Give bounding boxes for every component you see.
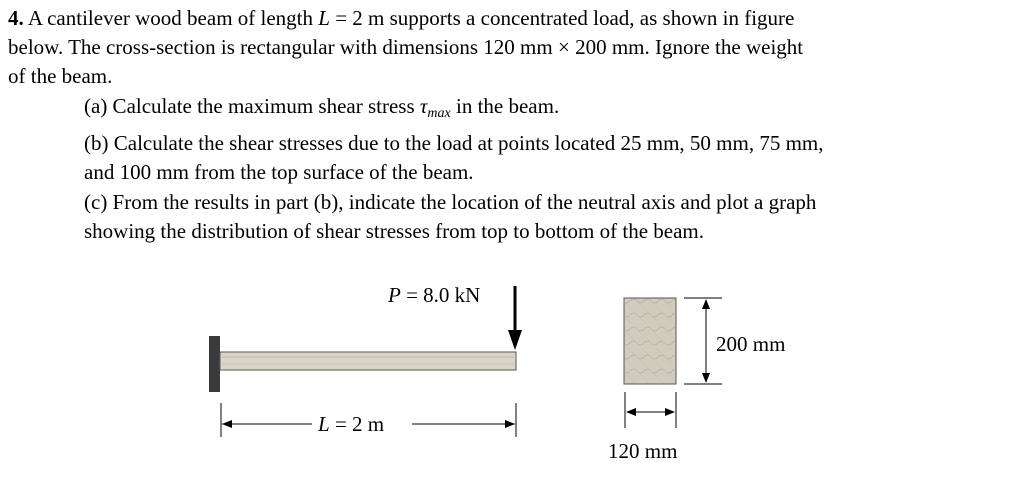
problem-intro-a: A cantilever wood beam of length: [27, 6, 314, 30]
problem-intro-b: = 2 m supports a concentrated load, as shown in figure: [335, 6, 795, 30]
cross-section: [624, 298, 676, 384]
width-dimension: [625, 392, 676, 428]
length-symbol-fig: L: [318, 412, 330, 436]
part-c-line-1: (c) From the results in part (b), indicate the location of the neutral axis and plot a graph: [84, 190, 817, 214]
load-label: [387, 283, 480, 307]
part-a-end: in the beam.: [450, 94, 560, 118]
part-b-line-2: and 100 mm from the top surface of the beam.: [84, 160, 474, 184]
width-label: 120 mm: [608, 439, 678, 463]
length-label: [317, 412, 384, 436]
load-symbol: P: [388, 283, 401, 307]
cantilever-beam: [209, 336, 516, 392]
part-b-line-1: (b) Calculate the shear stresses due to the load at points located 25 mm, 50 mm, 75 mm,: [84, 131, 824, 155]
part-a-text: (a) Calculate the maximum shear stress: [84, 94, 415, 118]
problem-line-2: below. The cross-section is rectangular with dimensions 120 mm × 200 mm. Ignore the weight: [8, 35, 804, 59]
problem-line-3: of the beam.: [8, 64, 113, 88]
tau-subscript: max: [427, 106, 451, 121]
fixed-wall: [209, 336, 220, 392]
part-c-line-2: showing the distribution of shear stresses from top to bottom of the beam.: [84, 219, 704, 243]
tau-symbol: τ: [419, 94, 428, 118]
beam-body: [220, 352, 516, 370]
height-label: 200 mm: [716, 332, 786, 356]
problem-number: 4.: [8, 6, 24, 30]
length-symbol: L: [318, 6, 330, 30]
load-arrow: [508, 286, 522, 350]
length-value: = 2 m: [329, 412, 385, 436]
load-value: = 8.0 kN: [400, 283, 481, 307]
